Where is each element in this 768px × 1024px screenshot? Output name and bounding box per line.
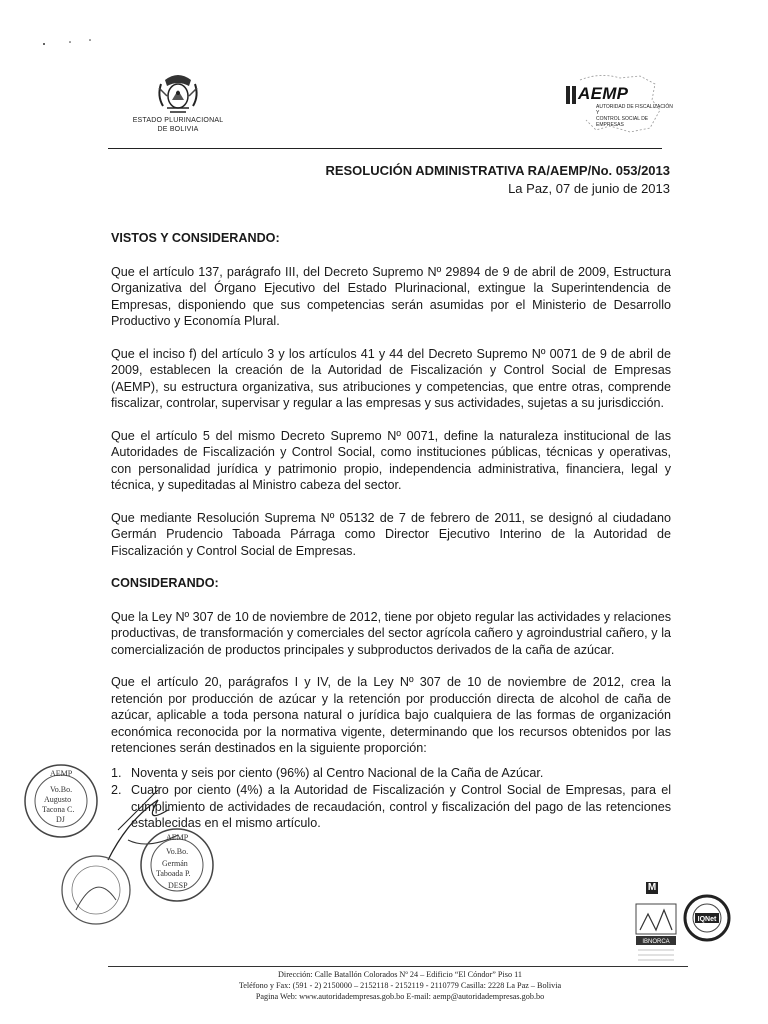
coat-of-arms-icon [153, 66, 203, 116]
list-item-text: Cuatro por ciento (4%) a la Autoridad de Fiscalización y Control Social de Empresas, para el cumplimiento de actividades de recaudación, control y fiscalización del pago de las retenciones establecidas en el mismo artículo. [131, 783, 671, 830]
stamp1-line3: Tacona C. [42, 805, 75, 814]
aemp-logo-subtitle-line1: AUTORIDAD DE FISCALIZACIÓN Y [596, 104, 673, 116]
paragraph-6: Que el artículo 20, parágrafos I y IV, de la Ley Nº 307 de 10 de noviembre de 2012, crea la retención por producción de azúcar y la retención por producción directa de alcohol de caña de azúcar, aplicable a toda persona natural o jurídica bajo cualquiera de las formas de organización económica reconocida por la normativa vigente, determinando que los recursos obtenidos por las retenciones serán destinados en la siguiente proporción: [111, 675, 671, 755]
resolution-date: La Paz, 07 de junio de 2013 [508, 181, 670, 196]
footer-address: Dirección: Calle Batallón Colorados Nº 24 – Edificio “El Cóndor” Piso 11 [278, 970, 522, 979]
ibnorca-logo-icon [634, 900, 678, 970]
heading-vistos: VISTOS Y CONSIDERANDO: [111, 231, 280, 245]
footer [150, 969, 650, 1002]
stamp2-line2: Germán [162, 859, 188, 868]
footer-web-email: Pagina Web: www.autoridadempresas.gob.bo E-mail: aemp@autoridadempresas.gob.bo [255, 992, 545, 1001]
list-item [111, 765, 671, 782]
state-name-line2: DE BOLIVIA [157, 126, 199, 133]
stamp1-top-text: AEMP [50, 769, 73, 778]
paragraph-1: Que el artículo 137, parágrafo III, del Decreto Supremo Nº 29894 de 9 de abril de 2009, Estructura Organizativa del Órgano Ejecutivo del Estado Plurinacional, extingue la Superintendencia de Empresas, disponiendo que sus competencias serán asumidas por el Ministerio de Desarrollo Productivo y Economía Plural. [111, 264, 671, 328]
header-divider [108, 148, 662, 149]
aemp-logo-word: AEMP [578, 84, 629, 103]
round-stamp-faint [56, 850, 136, 930]
certification-m-logo: M [647, 882, 657, 893]
state-header [118, 66, 238, 134]
list-item-text: Noventa y seis por ciento (96%) al Centro Nacional de la Caña de Azúcar. [131, 765, 544, 780]
stamp2-line3: Taboada P. [156, 869, 191, 878]
list-item-number: 2. [111, 783, 122, 797]
iqnet-logo-icon [682, 888, 732, 948]
approval-stamp-legal [20, 760, 102, 842]
footer-phone: Teléfono y Fax: (591 - 2) 2150000 – 2152118 - 2152119 - 2110779 Casilla: 2228 La Paz – Bolivia [238, 981, 562, 990]
ibnorca-label: IBNORCA [642, 939, 670, 945]
paragraph-2: Que el inciso f) del artículo 3 y los artículos 41 y 44 del Decreto Supremo Nº 0071 de 9 de abril de 2009, establecen la creación de la Autoridad de Fiscalización y Control Social de Empresas (AEMP), su estructura organizativa, sus atribuciones y competencias, que entre otras, comprende fiscalizar, controlar, supervisar y regular a las empresas y sus actividades, sujetas a su jurisdicción. [111, 346, 671, 410]
stamp1-line1: Vo.Bo. [50, 785, 73, 794]
approval-stamp-director [136, 824, 218, 906]
state-name-line1: ESTADO PLURINACIONAL [132, 117, 224, 124]
footer-divider [108, 966, 688, 967]
list-item-number: 1. [111, 765, 122, 780]
stamp2-line1: Vo.Bo. [166, 847, 189, 856]
resolution-title: RESOLUCIÓN ADMINISTRATIVA RA/AEMP/No. 053/2013 [325, 163, 670, 178]
stamp2-line4: DESP [168, 881, 188, 890]
paragraph-3: Que el artículo 5 del mismo Decreto Supremo Nº 0071, define la naturaleza institucional de las Autoridades de Fiscalización y Control Social, como instituciones públicas, técnicas y operativas, con personalidad jurídica y patrimonio propio, independencia administrativa, financiera, legal y técnica, y supeditadas al Ministro cabeza del sector. [111, 428, 671, 492]
heading-considerando: CONSIDERANDO: [111, 576, 219, 590]
document-body [111, 230, 671, 833]
aemp-logo-subtitle [596, 104, 676, 128]
scan-specks [40, 34, 110, 48]
paragraph-5: Que la Ley Nº 307 de 10 de noviembre de 2012, tiene por objeto regular las actividades y relaciones productivas, de transformación y comerciales del sector agrícola cañero y agroindustrial cañero, y la comercialización de productos principales y subproductos derivados de la caña de azúcar. [111, 609, 671, 657]
stamp2-top-text: AEMP [166, 833, 189, 842]
stamp1-line4: DJ [56, 815, 65, 824]
stamp1-line2: Augusto [44, 795, 72, 804]
paragraph-4: Que mediante Resolución Suprema Nº 05132 de 7 de febrero de 2011, se designó al ciudadano Germán Prudencio Taboada Párraga como Director Ejecutivo Interino de la Autoridad de Fiscalización y Control Social de Empresas. [111, 510, 671, 558]
iqnet-label: IQNet [697, 916, 717, 923]
aemp-logo-subtitle-line2: CONTROL SOCIAL DE EMPRESAS [596, 116, 649, 128]
